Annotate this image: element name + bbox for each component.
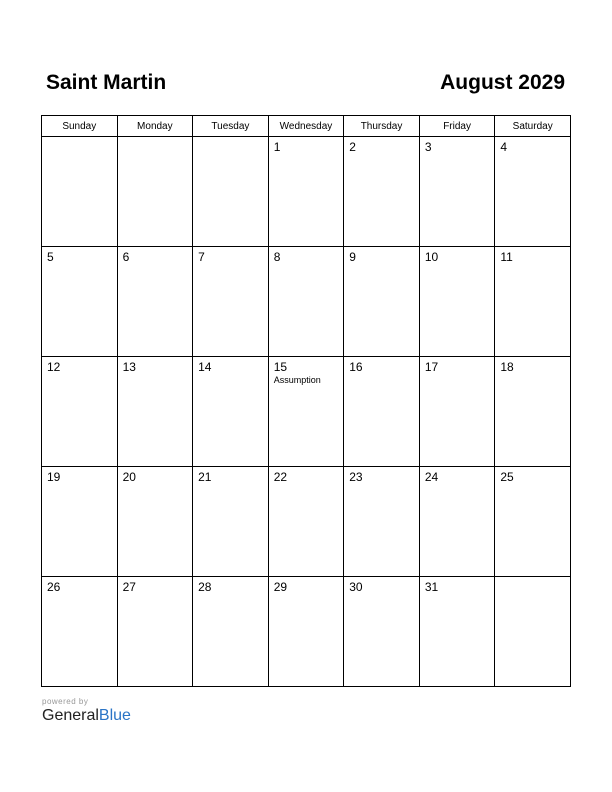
- day-cell: [344, 467, 420, 577]
- day-cell: [117, 577, 193, 687]
- weekday-header: Tuesday: [193, 116, 269, 137]
- day-number: 27: [122, 580, 136, 594]
- day-number: 19: [47, 470, 61, 484]
- day-cell: [42, 247, 118, 357]
- holiday-label: Assumption: [273, 375, 321, 385]
- day-number: 20: [122, 470, 136, 484]
- day-number: 18: [500, 360, 514, 374]
- day-number: 31: [424, 580, 439, 594]
- day-number: 9: [349, 250, 356, 264]
- day-cell: [419, 577, 495, 687]
- weekday-header: Thursday: [344, 116, 420, 137]
- day-cell: [495, 357, 571, 467]
- day-number: 15: [273, 360, 288, 374]
- day-number: 26: [47, 580, 61, 594]
- day-cell: [193, 577, 269, 687]
- region-title: Saint Martin: [46, 71, 167, 94]
- day-number: 28: [198, 580, 212, 594]
- weekday-header: Wednesday: [268, 116, 344, 137]
- day-number: 2: [349, 140, 356, 154]
- calendar-grid: [41, 115, 571, 687]
- weekday-header: Friday: [419, 116, 495, 137]
- day-cell: [42, 357, 118, 467]
- day-number: 22: [273, 470, 288, 484]
- day-cell: [419, 247, 495, 357]
- day-number: 23: [349, 470, 363, 484]
- day-cell: [344, 137, 420, 247]
- powered-by-text: powered by: [42, 697, 89, 706]
- day-cell: [193, 247, 269, 357]
- day-cell: [495, 137, 571, 247]
- week-row: [42, 137, 571, 247]
- day-number: 14: [198, 360, 212, 374]
- day-number: 5: [47, 250, 54, 264]
- day-number: 7: [198, 250, 205, 264]
- day-cell: [268, 357, 344, 467]
- day-cell: [344, 577, 420, 687]
- weekday-header: Saturday: [495, 116, 571, 137]
- day-cell: [193, 137, 269, 247]
- day-number: 10: [424, 250, 439, 264]
- day-cell: [495, 467, 571, 577]
- day-cell: [268, 467, 344, 577]
- day-number: 12: [47, 360, 61, 374]
- day-cell: [268, 577, 344, 687]
- day-number: 1: [273, 140, 281, 154]
- brand-logo: [42, 707, 131, 725]
- month-year-title: August 2029: [440, 71, 565, 94]
- day-number: 16: [349, 360, 363, 374]
- day-number: 4: [500, 140, 508, 154]
- day-cell: [419, 357, 495, 467]
- day-number: 25: [500, 470, 514, 484]
- day-number: 6: [122, 250, 130, 264]
- week-row: [42, 247, 571, 357]
- day-number: 24: [424, 470, 439, 484]
- day-number: 30: [349, 580, 363, 594]
- day-cell: [117, 247, 193, 357]
- day-cell: [495, 577, 571, 687]
- weekday-header: Monday: [117, 116, 193, 137]
- day-cell: [495, 247, 571, 357]
- day-number: 3: [424, 140, 432, 154]
- day-cell: [117, 137, 193, 247]
- day-number: 21: [198, 470, 212, 484]
- day-cell: [419, 137, 495, 247]
- week-row: [42, 577, 571, 687]
- weekday-header: Sunday: [42, 116, 118, 137]
- day-number: 29: [273, 580, 288, 594]
- day-cell: [117, 467, 193, 577]
- day-number: 13: [122, 360, 136, 374]
- day-number: 11: [500, 250, 513, 264]
- day-cell: [419, 467, 495, 577]
- day-cell: [268, 137, 344, 247]
- day-cell: [42, 577, 118, 687]
- day-cell: [42, 137, 118, 247]
- day-cell: [344, 247, 420, 357]
- day-number: [495, 577, 570, 581]
- day-number: [118, 137, 193, 141]
- week-row: [42, 467, 571, 577]
- day-cell: [193, 467, 269, 577]
- day-cell: [268, 247, 344, 357]
- day-number: 8: [273, 250, 281, 264]
- day-number: [193, 137, 268, 141]
- brand-general-text: General: [42, 707, 99, 724]
- week-row: [42, 357, 571, 467]
- day-cell: [193, 357, 269, 467]
- footer-branding: [42, 697, 131, 725]
- weekday-header-row: [42, 116, 571, 137]
- brand-blue-text: Blue: [98, 707, 131, 724]
- day-cell: [117, 357, 193, 467]
- day-cell: [344, 357, 420, 467]
- day-number: [42, 137, 117, 141]
- day-cell: [42, 467, 118, 577]
- day-number: 17: [424, 360, 439, 374]
